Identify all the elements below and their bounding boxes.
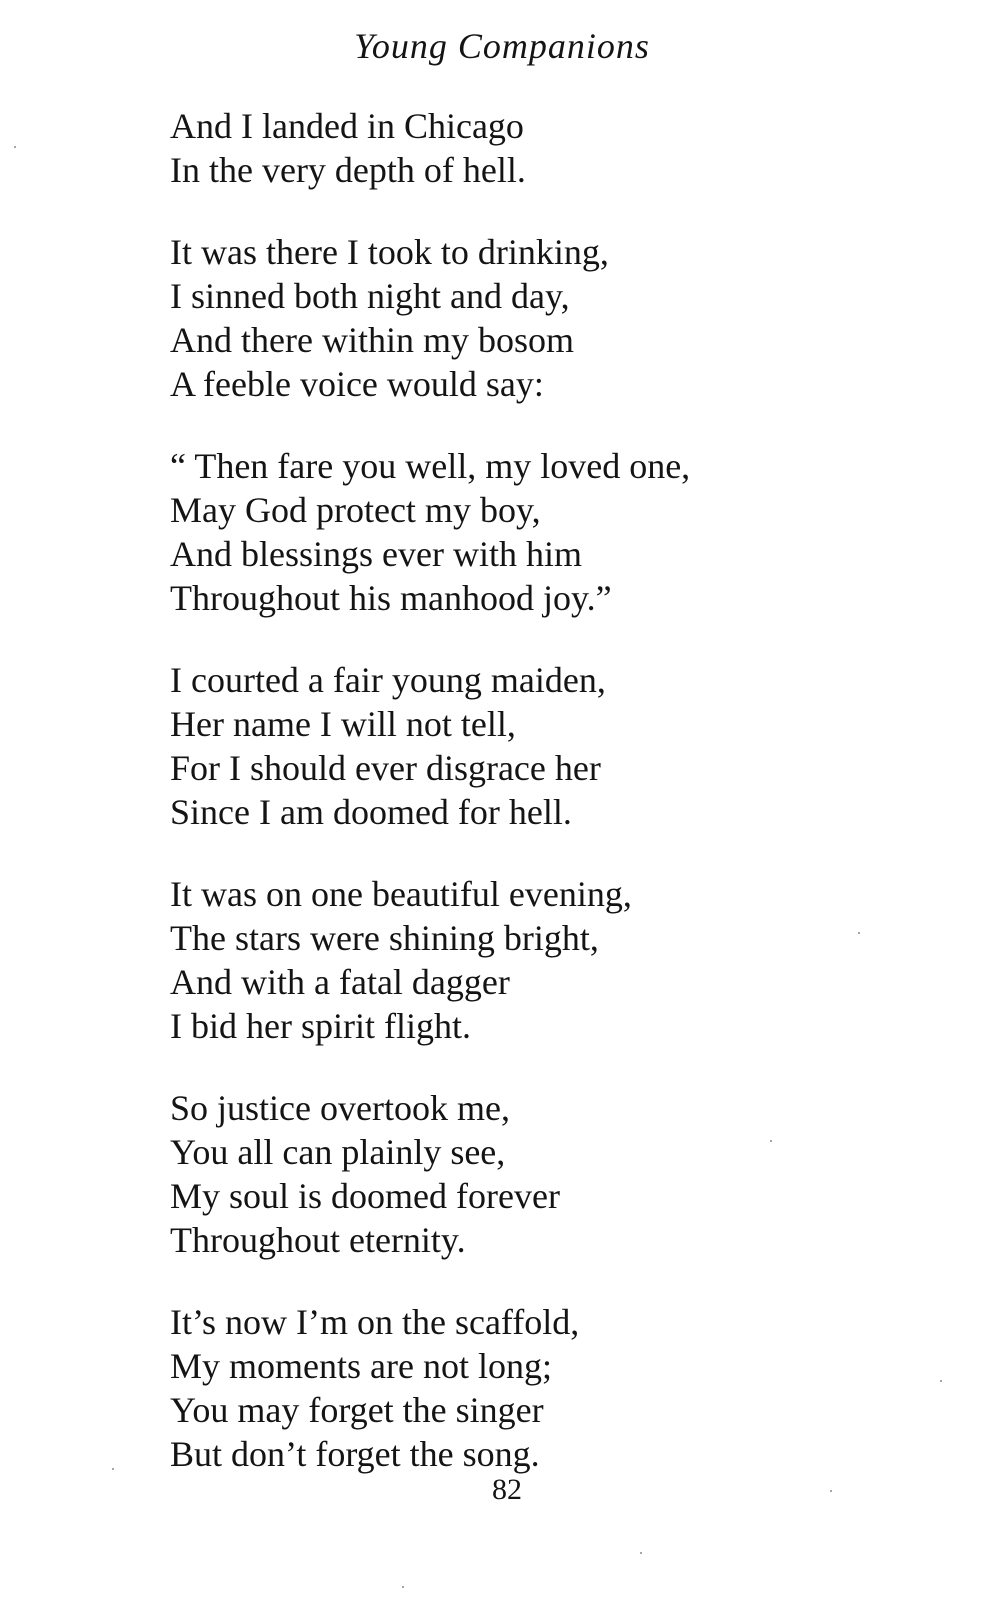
poem-line: “ Then fare you well, my loved one,: [170, 446, 691, 486]
stanza: [170, 1086, 970, 1262]
poem-line: In the very depth of hell.: [170, 150, 526, 190]
poem-line: I bid her spirit flight.: [170, 1006, 471, 1046]
poem-line: And there within my bosom: [170, 320, 574, 360]
poem-line: It was on one beautiful evening,: [170, 874, 632, 914]
poem-line: It was there I took to drinking,: [170, 232, 609, 272]
poem-line: Throughout eternity.: [170, 1220, 466, 1260]
paper-speck: [640, 1552, 642, 1554]
poem-line: I sinned both night and day,: [170, 276, 570, 316]
stanza: [170, 658, 970, 834]
paper-speck: [112, 1468, 114, 1470]
poem-line: You may forget the singer: [170, 1390, 544, 1430]
paper-speck: [940, 1380, 942, 1382]
stanza: [170, 230, 970, 406]
poem-line: But don’t forget the song.: [170, 1434, 540, 1474]
poem-line: I courted a fair young maiden,: [170, 660, 606, 700]
poem-line: For I should ever disgrace her: [170, 748, 601, 788]
poem-line: Throughout his manhood joy.”: [170, 578, 612, 618]
poem-line: And blessings ever with him: [170, 534, 582, 574]
poem-line: And with a fatal dagger: [170, 962, 510, 1002]
poem-line: It’s now I’m on the scaffold,: [170, 1302, 580, 1342]
paper-speck: [14, 146, 16, 148]
stanza: [170, 872, 970, 1048]
paper-speck: [858, 932, 860, 934]
stanza: [170, 104, 970, 192]
poem-line: The stars were shining bright,: [170, 918, 599, 958]
paper-speck: [770, 1140, 772, 1142]
poem-line: Since I am doomed for hell.: [170, 792, 572, 832]
poem-body: [170, 104, 970, 1514]
paper-speck: [830, 1490, 832, 1492]
poem-line: You all can plainly see,: [170, 1132, 506, 1172]
poem-line: My moments are not long;: [170, 1346, 552, 1386]
poem-line: May God protect my boy,: [170, 490, 541, 530]
poem-line: So justice overtook me,: [170, 1088, 510, 1128]
stanza: [170, 1300, 970, 1476]
paper-speck: [402, 1586, 404, 1588]
poem-line: And I landed in Chicago: [170, 106, 524, 146]
page-number: 82: [492, 1473, 522, 1506]
poem-line: Her name I will not tell,: [170, 704, 516, 744]
poem-line: A feeble voice would say:: [170, 364, 544, 404]
stanza: [170, 444, 970, 620]
poem-line: My soul is doomed forever: [170, 1176, 560, 1216]
running-head: Young Companions: [354, 26, 650, 66]
